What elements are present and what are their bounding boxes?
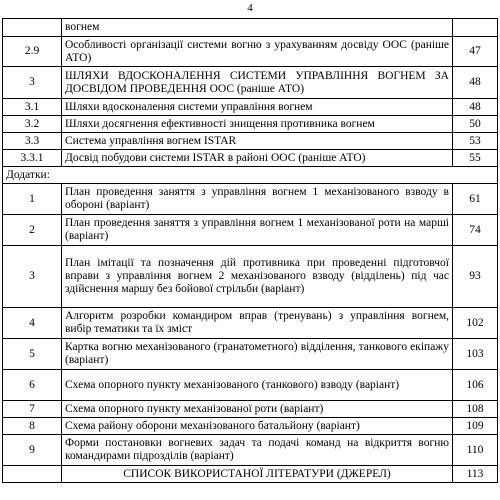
table-row — [3, 339, 498, 370]
page-ref: 106 — [453, 370, 498, 401]
appendix-title: Картка вогню механізованого (гранатометного) відділення, танкового екіпажу (варіант) — [62, 339, 453, 370]
section-title: Шляхи досягнення ефективності знищення противника вогнем — [62, 116, 453, 133]
bibliography-title: СПИСОК ВИКОРИСТАНОЇ ЛІТЕРАТУРИ (ДЖЕРЕЛ) — [62, 466, 453, 483]
table-row — [3, 184, 498, 215]
appendix-title: Форми постановки вогневих задач та подачі команд на відкриття вогню командирами підрозділів (варіант) — [62, 435, 453, 466]
table-row — [3, 246, 498, 308]
page-number: 4 — [247, 2, 253, 14]
table-row — [3, 435, 498, 466]
page-ref: 108 — [453, 401, 498, 418]
section-title: Шляхи вдосконалення системи управління вогнем — [62, 99, 453, 116]
table-row — [3, 308, 498, 339]
page-ref: 103 — [453, 339, 498, 370]
table-row — [3, 370, 498, 401]
appendix-number: 3 — [3, 246, 62, 308]
table-row — [3, 150, 498, 167]
table-row — [3, 401, 498, 418]
table-row — [3, 466, 498, 483]
section-number: 3.2 — [3, 116, 62, 133]
section-title: Особливості організації системи вогню з урахуванням досвіду ООС (раніше АТО) — [62, 37, 453, 67]
table-row — [3, 133, 498, 150]
appendix-title: Схема опорного пункту механізованого (танкового) взводу (варіант) — [62, 370, 453, 401]
table-row — [3, 67, 498, 99]
appendix-header-row — [3, 167, 498, 184]
section-number: 2.9 — [3, 37, 62, 67]
table-of-contents — [2, 18, 498, 483]
page-ref: 113 — [453, 466, 498, 483]
section-number: 3 — [3, 67, 62, 99]
appendix-number: 7 — [3, 401, 62, 418]
section-number: 3.1 — [3, 99, 62, 116]
appendix-number: 8 — [3, 418, 62, 435]
appendix-title: План імітації та позначення дій противника при проведенні підготовчої вправи з управління вогнем 2 механізованого взводу (відділень) під час здійснення маршу без бойової стрільби (варіант) — [62, 246, 453, 308]
table-row — [3, 99, 498, 116]
appendix-number: 4 — [3, 308, 62, 339]
appendix-number — [3, 466, 62, 483]
appendix-number: 2 — [3, 215, 62, 246]
appendix-number: 6 — [3, 370, 62, 401]
table-row — [3, 418, 498, 435]
table-row — [3, 215, 498, 246]
page-ref: 102 — [453, 308, 498, 339]
appendix-title: Алгоритм розробки командиром вправ (тренувань) з управління вогнем, вибір тематики та їх зміст — [62, 308, 453, 339]
section-title: ШЛЯХИ ВДОСКОНАЛЕННЯ СИСТЕМИ УПРАВЛІННЯ ВОГНЕМ ЗА ДОСВІДОМ ПРОВЕДЕННЯ ООС (раніше АТО) — [62, 67, 453, 99]
section-number: 3.3 — [3, 133, 62, 150]
section-title: Досвід побудови системи ISTAR в районі ООС (раніше АТО) — [62, 150, 453, 167]
page-ref: 47 — [453, 37, 498, 67]
page-ref: 93 — [453, 246, 498, 308]
appendix-number: 1 — [3, 184, 62, 215]
section-title: Система управління вогнем ISTAR — [62, 133, 453, 150]
table-row — [3, 37, 498, 67]
page-ref: 53 — [453, 133, 498, 150]
page-ref: 74 — [453, 215, 498, 246]
page-ref — [453, 19, 498, 37]
appendix-number: 9 — [3, 435, 62, 466]
section-number — [3, 19, 62, 37]
page-ref: 55 — [453, 150, 498, 167]
appendix-label: Додатки: — [3, 167, 498, 184]
section-title: вогнем — [62, 19, 453, 37]
table-row — [3, 116, 498, 133]
page-ref: 110 — [453, 435, 498, 466]
page-ref: 109 — [453, 418, 498, 435]
appendix-number: 5 — [3, 339, 62, 370]
page-ref: 61 — [453, 184, 498, 215]
table-row — [3, 19, 498, 37]
page-ref: 48 — [453, 99, 498, 116]
page-ref: 50 — [453, 116, 498, 133]
page-ref: 48 — [453, 67, 498, 99]
appendix-title: План проведення заняття з управління вогнем 1 механізованого взводу в обороні (варіант) — [62, 184, 453, 215]
appendix-title: План проведення заняття з управління вогнем 1 механізованої роти на марші (варіант) — [62, 215, 453, 246]
appendix-title: Схема району оборони механізованого батальйону (варіант) — [62, 418, 453, 435]
section-number: 3.3.1 — [3, 150, 62, 167]
appendix-title: Схема опорного пункту механізованої роти (варіант) — [62, 401, 453, 418]
